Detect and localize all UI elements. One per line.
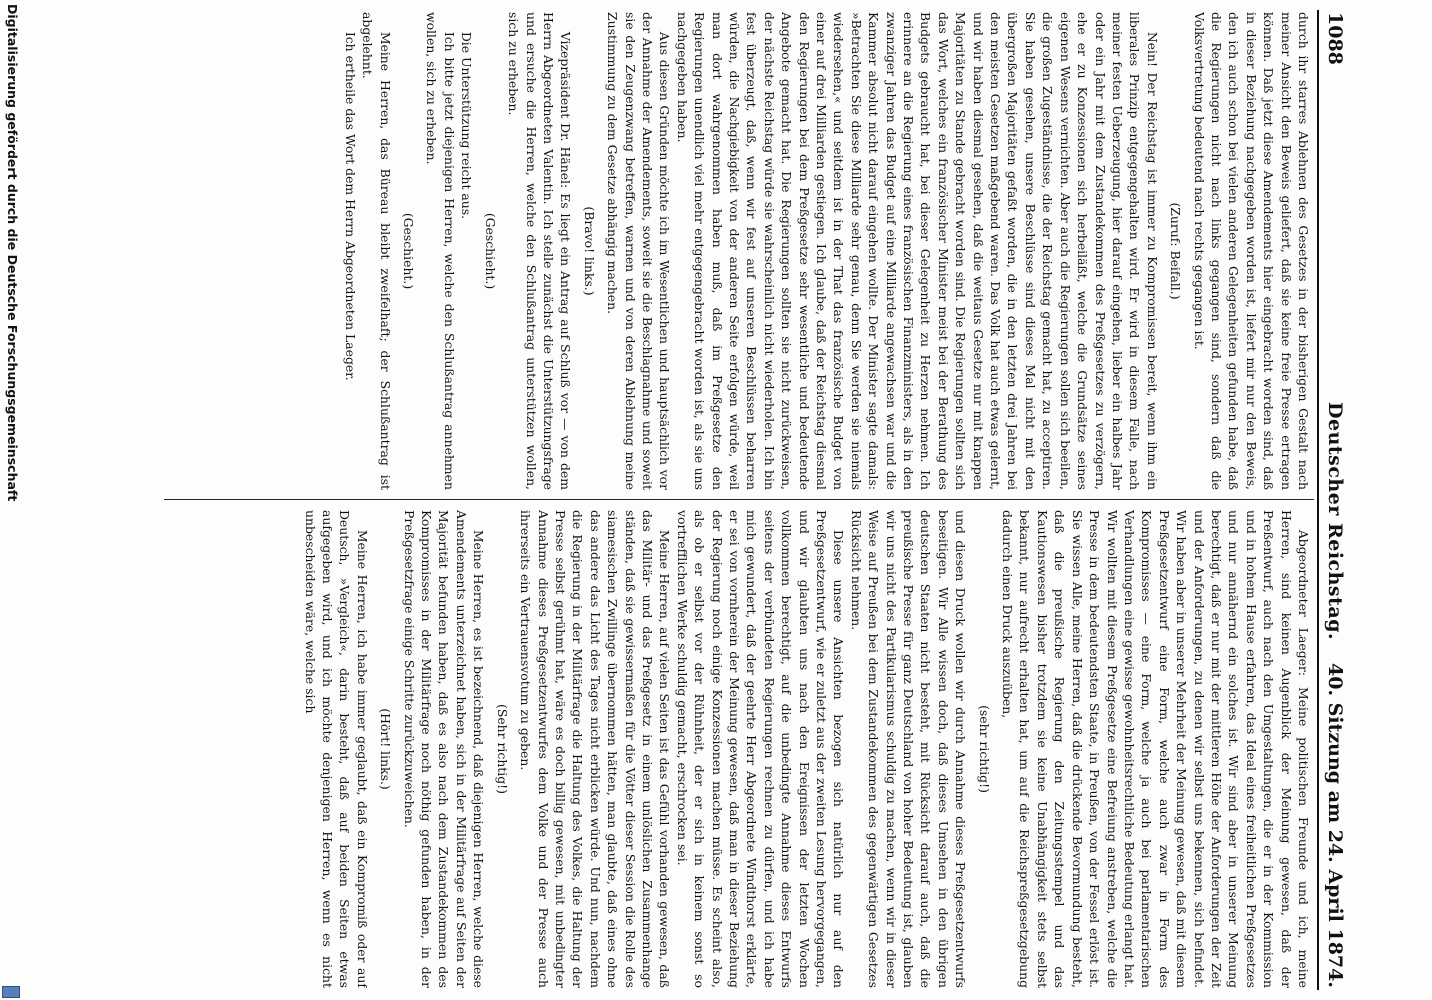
stage-direction: (Zuruf: Beifall.) <box>1168 202 1184 300</box>
journal-title: Deutscher Reichstag. <box>1324 402 1346 641</box>
stage-direction: (Sehr richtig!) <box>494 704 510 794</box>
stage-direction: (Bravo! links.) <box>581 206 597 296</box>
paragraph: Ich bitte jetzt diejenigen Herren, welche den Schlußantrag annehmen wollen, sich zu erheben. <box>424 12 457 490</box>
dfg-logo-icon <box>2 986 20 998</box>
paragraph: Aus diesen Gründen möchte ich im Wesentlichen und hauptsächlich vor der Annahme der Amendements, soweit sie die Beschlagnahme und soweit sie den Zeugenzwang betreffen, warnen und von deren Ablehnung meine Zustimmung zu dem Gesetze abhängig machen. <box>605 12 673 490</box>
paragraph: Vizepräsident Dr. Hänel: Es liegt ein Antrag auf Schluß vor — von dem Herrn Abgeordneten Valentin. Ich stelle zunächst die Unterstützungsfrage und ersuche die Herren, welche den Schlußantrag unterstützen wollen, sich zu erheben. <box>506 12 574 490</box>
page-number: 1088 <box>1324 12 1346 65</box>
right-column <box>162 510 1312 988</box>
page-footer <box>2 0 20 1000</box>
stage-direction: (Geschieht.) <box>482 212 498 290</box>
paragraph: Abgeordneter Laeger: Meine politischen Freunde und ich, meine Herren, sind keinen Augenblick der Meinung gewesen, daß der Preßentwurf, auch nach den Umgestaltungen, die er in der Kommission und in hohem Hause erfahren, das Ideal eines freiheitlichen Preßgesetzes und nur annähernd ein solches ist. Wir sind aber in unserer Meinung berechtigt, daß er nur mit der mittleren Höhe der Anforderungen der Zeit und der Anforderungen, zu denen wir selbst uns bekennen, sich befindet. Wir haben aber in unserer Mehrheit der Meinung gewesen, daß mit diesem Preßgesetzentwurf eine Form, welche auch zwar in Form des Kompromisses — eine Form, welche ja auch bei parlamentarischen Verhandlungen eine gewisse gewohnheitsrechtliche Bedeutung erlangt hat. Wir wollten mit diesem Preßgesetze eine Befreiung anstreben, welche die Presse in dem bedeutendsten Staate, in Preußen, von der Fessel erlöst ist. Sie wissen Alle, meine Herren, daß die drückende Bevormundung besteht, daß die preußische Regierung den Zeitungsstempel und das Kautionswesen bisher trotzdem sie keine Unabhängigkeit stets selbst bekannt, nur aufrecht erhalten hat, um auf die Reichspreßgesetzgebung dadurch einen Druck auszuüben, <box>1000 510 1311 988</box>
paragraph: durch ihr starres Ablehnen des Gesetzes in der bisherigen Gestalt nach meiner Ansicht den Beweis geliefert, daß sie keine freie Presse ertragen können. Daß jetzt diese Amendements hier eingebracht worden sind, daß in dieser Beziehung nachgegeben worden ist, liefert mir nur den Beweis, den ich auch schon bei vielen anderen Gelegenheiten gefunden habe, daß die Regierungen nicht nach links gegangen sind, sondern daß die Volksvertretung bedeutend nach rechts gegangen ist. <box>1191 12 1311 490</box>
paragraph: Meine Herren, auf vielen Seiten ist das Gefühl vorhanden gewesen, daß das Militär- und das Preßgesetz in einem unlöslichen Zusammenhange ständen, daß sie gewissermaßen für die Vötter dieser Session die Rolle des siamesischen Zwillinge übernommen hätten, man glaubte, daß eines ohne das andere das Licht des Tages nicht erblicken würde. Und nun, nachdem die Regierung in der Militärfrage die Haltung des Volkes, die Haltung der Presse selbst gerühmt hat, wäre es doch billig gewesen, mit unbedingter Annahme dieses Preßgesetzentwurfes dem Volke und der Presse auch ihrerseits ein Vertrauensvotum zu geben. <box>518 510 673 988</box>
left-column <box>162 12 1312 490</box>
paragraph: Nein! Der Reichstag ist immer zu Kompromissen bereit, wenn ihm ein liberales Prinzip entgegengehalten wird. Er wird in diesem Falle, nach meiner festen Ueberzeugung, hier darauf eingehen, lieber ein halbes Jahr oder ein Jahr mit dem Zustandekommen des Preßgesetzes zu verzögern, ehe er zu Konzessionen sich herbeiläßt, welche die Grundsätze seines eigenen Wesens vernichten. Aber auch die Regierungen sollen sich beeilen, die großen Zugeständnisse, die der Reichstag gemacht hat, zu acceptiren. Sie haben gesehen, unsere Beschlüsse sind dieses Mal nicht mit den übergroßen Majoritäten gefaßt worden, die in den letzten drei Jahren bei den meisten Gesetzen maßgebend waren. Das Volk hat auch etwas gelernt, und wir haben diesmal gesehen, daß die weitaus Gesetze nur mit knappen Majoritäten zu Stande gebracht worden sind. Die Regierungen sollten sich das Wort, welches ein französischer Minister meist bei der Berathung des Budgets gebraucht hat, bei dieser Gelegenheit zu Herzen nehmen. Ich erinnere an die Regierung eines französischen Finanzministers, als in den zwanziger Jahren das Budget auf eine Milliarde angewachsen war und die Kammer absolut nicht darauf eingehen wollte. Der Minister sagte damals: »Betrachten Sie diese Milliarde sehr genau, denn Sie werden sie niemals wiedersehen,« und seitdem ist in der That das französische Budget von einer auf drei Milliarden gestiegen. Ich glaube, daß der Reichstag diesmal den Regierungen bei dem Preßgesetze sehr wesentliche und bedeutende Angebote gemacht hat. Die Regierungen sollten sie nicht zurückweisen, der nächste Reichstag würde sie wahrscheinlich nicht wiederholen. Ich bin fest überzeugt, daß, wenn wir fest auf unseren Beschlüssen beharren würden, die Nachgiebigkeit von der anderen Seite erfolgen würde, weil man dort wahrgenommen haben muß, daß im Preßgesetze den Regierungen unendlich viel mehr entgegengebracht worden ist, als sie uns nachgegeben haben. <box>674 12 1160 490</box>
digitization-credit: Digitalisierung gefördert durch die Deutsche Forschungsgemeinschaft <box>5 4 20 502</box>
paragraph: Meine Herren, es ist bezeichnend, daß diejenigen Herren, welche diese Amendements unterzeichnet haben, sich in der Militärfrage auf Seiten der Majorität befunden haben, daß es also nach dem Zustandekommen des Kompromisses in der Militärfrage noch nöthig gefunden haben, in der Preßgesetzfrage einige Schritte zurückzuweichen. <box>401 510 487 988</box>
header-rule <box>1317 10 1319 990</box>
stage-direction: (Geschieht.) <box>401 212 417 290</box>
stage-direction: (Hört! links.) <box>378 708 394 790</box>
stage-direction: (sehr richtig!) <box>976 705 992 793</box>
paragraph: Meine Herren, das Büreau bleibt zweifelhaft; der Schlußantrag ist abgelehnt. <box>360 12 393 490</box>
session-line: 40. Sitzung am 24. April 1874. <box>1324 663 1346 988</box>
paragraph: Diese unsere Ansichten bezogen sich natürlich nur auf den Preßgesetzentwurf, wie er zuletzt aus der zweiten Lesung hervorgegangen, und wir glaubten uns nach den Ereignissen der letzten Wochen vollkommen berechtigt, auf die unbedingte Annahme dieses Entwurfs seitens der verbündeten Regierungen rechnen zu dürfen, und ich habe mich gewundert, daß der geehrte Herr Abgeordnete Windthorst erklärte, er sei von vornherein der Meinung gewesen, daß man in dieser Beziehung der Regierung noch einige Konzessionen machen müsse. Es scheint also, als ob er selbst vor der Rühnheit, der er sich in keinem sonst so vortrefflichen Werke schuldig gemacht, erschrocken sei. <box>674 510 847 988</box>
paragraph: Die Unterstützung reicht aus. <box>459 31 475 220</box>
paragraph: und diesen Druck wollen wir durch Annahme dieses Preßgesetzentwurfs beseitigen. Wir Alle wissen doch, daß dieses Umsehen in den übrigen deutschen Staaten nicht besteht, mit Rücksicht darauf auch, daß die preußische Presse für ganz Deutschland von hoher Bedeutung ist, glauben wir uns nicht des Partikularismus schuldig zu machen, wenn wir in dieser Weise auf Preußen bei dem Zustandekommen des gegenwärtigen Gesetzes Rücksicht nehmen. <box>848 510 969 988</box>
column-divider <box>164 499 1314 500</box>
page-header <box>1320 12 1346 988</box>
paragraph: Meine Herren, ich habe immer geglaubt, daß ein Kompromiß oder auf Deutsch, »Vergleich«, darin besteht, daß auf beiden Seiten etwas aufgegeben wird, und ich möchte denjenigen Herren, wenn es nicht unbescheiden wäre, welche sich <box>302 510 370 988</box>
paragraph: Ich ertheile das Wort dem Herrn Abgeordneten Laeger. <box>342 31 358 381</box>
